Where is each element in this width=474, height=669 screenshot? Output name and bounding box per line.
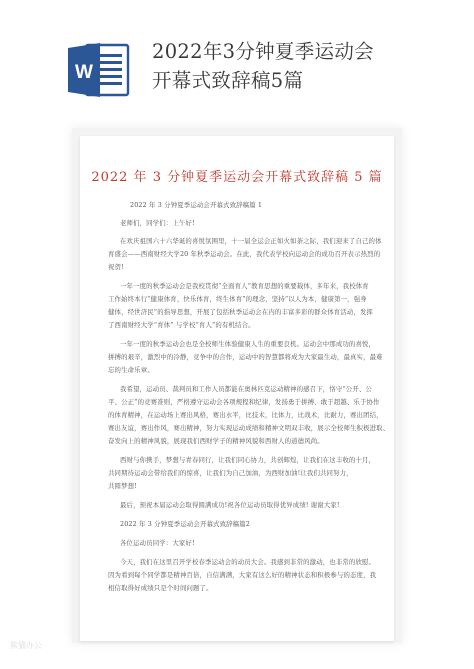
doc-line: 2022 年 3 分钟夏季运动会开幕式致辞稿篇2 bbox=[120, 520, 250, 528]
doc-line: 相信取得好成绩只是个时间问题了。 bbox=[108, 584, 213, 592]
document-preview bbox=[80, 136, 394, 641]
doc-line: 我希望，运动员、裁判员和工作人员都能在奥林匹克运动精神的感召下，恪守“公开、公 bbox=[120, 385, 372, 393]
document-title: 2022 年 3 分钟夏季运动会开幕式致辞稿 5 篇 bbox=[91, 170, 383, 185]
doc-line: 一年一度的秋季运动会是我校贯彻“全面育人”教育思想的重要载体，多年来，我校体育 bbox=[120, 282, 369, 290]
doc-line: 共同期待运动会带给我们的惊喜，让我们为自己加油，为西财加油!让我们共同努力， bbox=[108, 469, 353, 477]
title-line-2: 开幕式致辞稿5篇 bbox=[152, 69, 304, 92]
doc-line: 拼搏的艰辛，激烈中的冷静，竞争中的合作，运动中的智慧都将成为大家最生动，最真实，最难 bbox=[108, 353, 383, 361]
page-title bbox=[152, 37, 452, 95]
doc-line: 2022 年 3 分钟夏季运动会开幕式致辞稿篇 1 bbox=[130, 201, 263, 209]
doc-line: 赛出友谊，赛出作风，赛出精神，努力实现运动成绩和精神文明双丰收，展示全校师生积极进取、 bbox=[108, 424, 390, 432]
doc-line: 了西南财经大学“育体” 与学校“育人”的有机结合。 bbox=[108, 321, 255, 329]
doc-line: 因为看到每个同学都是精神百倍，自信满满，大家有这么好的精神状态和积极参与的态度，我 bbox=[108, 571, 377, 579]
doc-line: 各位运动员同学：大家好! bbox=[120, 539, 195, 547]
doc-line: 最后，预祝本届运动会取得圆满成功!祝各位运动员取得优异成绩! 谢谢大家! bbox=[120, 501, 340, 509]
page-header bbox=[0, 0, 474, 118]
doc-line: 一年一度的秋季运动会也是全校师生体验健康人生的重要良机。运动会中那成功的喜悦， bbox=[120, 340, 376, 348]
doc-line: 奋发向上的精神风貌，展现我们西财学子的精神风貌和西财人的道德风尚。 bbox=[108, 437, 324, 445]
word-document-icon bbox=[68, 42, 130, 98]
doc-line: 老师们，同学们：上午好! bbox=[120, 219, 195, 227]
doc-line: 健体，经世济民”的指导思想，开展了包括秋季运动会在内的丰富多彩的群众体育活动，发挥 bbox=[108, 308, 374, 316]
watermark-text: 熊猫办公 bbox=[10, 641, 42, 650]
doc-line: 忘的生命乐章。 bbox=[108, 366, 154, 374]
doc-line: 祝贺! bbox=[108, 263, 124, 271]
title-line-1: 2022年3分钟夏季运动会 bbox=[152, 40, 374, 63]
doc-line: 工作始终本行“健康体育，快乐体育，终生体育”的理念，坚持“以人为本，健康第一，强身 bbox=[108, 295, 367, 303]
doc-line: 西财与你携手，梦想与青春同行，让我们同心协力，共创辉煌，让我们在这丰收的十月， bbox=[120, 456, 376, 464]
doc-line: 育盛会——西南财经大学20 年秋季运动会。在此，我代表学校向运动会的成功召开表示热烈的 bbox=[108, 250, 381, 258]
doc-line: 共圆梦想! bbox=[108, 482, 137, 490]
doc-line: 的体育精神，在运动场上赛出风格，赛出水平，比技术，比体力，比战术，比耐力，赛出团结， bbox=[108, 411, 383, 419]
doc-line: 在欢庆祖国六十六华诞的喜悦氛围里，十一届全运会正如火如荼之际，我们迎来了自己的体 bbox=[120, 237, 382, 245]
svg-text:W: W bbox=[75, 62, 93, 83]
doc-line: 平、公正”的竞赛准则，严格遵守运动会各项规程和纪律，发扬勇于拼搏、敢于超越、乐于协作 bbox=[108, 398, 380, 406]
doc-line: 今天，我们在这里召开学校春季运动会的动员大会。我感到非常的激动，也非常的欣慰。 bbox=[120, 558, 376, 566]
